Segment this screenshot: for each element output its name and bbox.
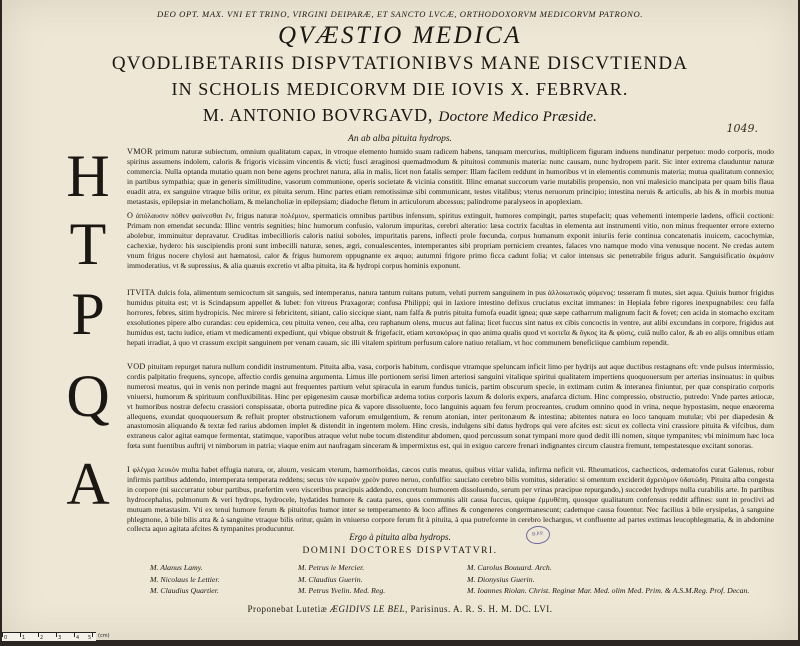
section-paragraph-2: [127, 211, 774, 281]
paragraph-text: ἀπόλαυσιν πόθεν φαίνεσθαι ἔν, frigus naturæ πολέμιον, spermaticis omnibus partibus infensum, spiritus extinguit, humores compingit, partes stupefacit; quas vehementi intemperie lædens, officii coctioni: Primam non emendat secunda: Illinc ventris segnities; hinc humorum confusio, valorum impuritas, cerebri alteratio: læsa coctrix facultas in elementa aut instrumenti vitio, non minus frequenter errore externo abolebur, imminuitur depravatur. Cruditas imbecillioris caloris natiui soboles, impuritatis parens, inflecti prole fœcunda, corpus humanum exponit iniuriis ferie continua concatenatis inuicem, cacochymiæ, cachexiæ, hydero: his suscipiendis proni sunt imbecilli naturæ, senes, ægri, conualescentes, intemperantes sibi propriam perniciem creantes, falaces vno namque modo vina venusque nocent. Ne credas autem vnum frigus nocere chylosi aut hæmatosi, calor & frigus humorem oppugnante ex æquo; autumni frigore primo ficca cadunt folia; vt calor intensus sic penetrabile frigus adurit. Sanguisificatio ἀκμάσιν immoderatius, vt & supressius, & alia quæuis excretio vt alba pituita, ita & hydropi corpus hominis exponunt.: [127, 211, 774, 270]
ruler-label: 3: [58, 635, 62, 641]
doctors-column-1: [150, 562, 220, 597]
side-letter-t: T: [69, 211, 107, 277]
paragraph-text: primum naturæ subiectum, omnium qualitatum capax, in vtroque elemento humido suam radicem habens, tanquam mercurius, multiplicem figuram induens nundinatur perpetuo: modo corporis, modo spiritus assumens indolem, caloris & frigoris vicissim vincentis & victi; fusci æraginosi quemadmodum & pituitosi communis materia: nunc causam, nunc hydropem parit. Sic inter extrema clauduntur naturæ commercia. Nulla optanda mutatio quam non bene agens prochret natura, alia in malis, licet non fatalis semper: Illam facilem reddunt in humoribus vt in elementis communis materia; mutua qualitatum connexio; in partibus sympathia; quæ in generis similitudine, vasorum communione, operis societate & vicinia constitit. Illinc emanat succorum varie mutabilis propensio, non vni malesicio mancipata per quam bilis flaua euadit atra, ex sanguine vtraque bilis oritur, ex pituita serum. Hinc partes etiam remotissimæ sibi communicant, testes vitalibus; vterus neruorum principio; intestina neruis & articulis, ab his & in morbis mutua metastasis, epilepsiæ in melancholiam, & melancholiæ in epilepsiam; diadoche fletum in articulorum abcessus; palindrome paralyseos in apoplexiam.: [127, 147, 774, 206]
paragraph-lead-word: O: [127, 211, 134, 220]
imprint-prefix: Proponebat Lutetiæ: [247, 604, 328, 614]
title-line-1: QVÆSTIO MEDICA: [277, 22, 522, 49]
paragraph-text: dulcis fola, alimentum semicoctum sit sanguis, sed intemperatus, natura tantum ruitans putum, veluti purrem sanguinem in pus ἀλλοιωτικός φύμενος: tesseram fi mutes, siet aqua. Quiuis humor frigidus humidus pituita est; vt is Scindapsum appellet & lubet: fon vitreus Praxagoræ; confusa Philippi; qui in laxiore intestino defixus cruciatus excitat immanes: in Hepiala febre rigores inexpugnabiles: ceu falfa horrores, febres, sitim hydropicis. Nec mirere si febricitent, sitiant, calio siccique siant, nam falfa & putris pituita fumofa euadit ignea; quæ sæpe catharrum malignum facit & fovet; cen acida in stomacho excitam exsolutiones pipere albo curandas: ceu epidemica, ceu pituita veneo, ceu alba, ceu raphanum olens, mucus aut falina; licet fuccus sint natus ex cibis concoctis in ventre, aut alibi excundans in corpore, frigidus aut humidus est, tactu iudice, etiam vt medicamenti expediunt, qui vbique obstruit & frigefacit, etiam κατακόρως in quo anima qualis quod vt κοιτεῖα & ὄγκος ita & φύσις, cuiâ nullo calor, & ab eo alijs omnibus etiam hepati irradiat, à quo vt crassum excipit sanguinem per venam cauam, sic illi vitalem spiritum perfusum calore natiuo retaliam, vt hoc communem beneficiique cambium rependit.: [127, 288, 775, 347]
imprint-line: [2, 604, 798, 614]
paragraph-lead-word: VMOR: [127, 147, 153, 156]
paragraph-text: pituitam repurget natura nullum condidit instrumentum. Pituita alba, vasa, corporis habitum, cordisque vtramque speluncam inficit limo per hydrijs aut aque ductibus restagnans eft: vnde pulsus intermissio, cordis palpitatio frequens, syncope, affectio cordis genuina argumenta. Limus ille portionem serisi limen arteriosi sanguini vitalique spiritui qualitatem impertiens quoquouersum per arterias insinuatus: in quibus numerosi meatus, qui in venis non perinde magni aut frequentes partium velut spiracula in earum fundus tunicis, partim obscurum specie, in extimam cutim & interanea finiuntur, per quæ conspiratio corporis vniuersi, humorum & spirituum confluxibilitas. Hinc per epigenesim causæ morbificæ ædema totius corporis laxum & doloris expers, anafarca dictum. Hinc compressio, obstructio, putredo: Vnde partes ætiocæ, vt humoribus nostræ defectu crassiori conspissatæ, oborta putredine pica & vapore dissoluente, loco languinis aquam feu ferum procreantes, crudum omnino quod in vrina, neque hypostasim, neque enæorema allequens, exundat quoquouersum & refluit propter obstructionem vaforum emulgentium, & renum atonian, inter peritonæum & intestina; abitentes natura eo loco tanquam mutulæ; vbi per diapedesin & anastomosin aliquando & textæ fed rarius abdomen implet & distendit in ingentem molem. Hinc cresis, indulgens sibi datus hydrops qui vere afcites est: sicut ex collecta vini crassiore pituita & vifcibus, dum extraneus calor agitat eamque fermentat, statimque, vaporibus atraque velut nube tocum distenditur abdomen, quod percussum sonat tympani more quod dedit illi nomen, sitque tympanites; vbi minimum hæc loca fœta sunt fuentibus auftrij vt nimborum in patria; viaque enim aut naufragam sinceram & impermixtus est, qui in exiguo carcere frenari indignantes circum claustra fremunt, tempestatesque excitant sonoras.: [127, 362, 775, 451]
section-paragraph-5: [127, 465, 774, 534]
side-letter-a: A: [66, 451, 110, 517]
ruler-unit: (cm): [98, 633, 110, 639]
doctors-column-3: [467, 562, 749, 597]
ruler-tick: [74, 633, 75, 637]
side-letter-q: Q: [66, 363, 110, 429]
doctors-heading: DOMINI DOCTORES DISPVTATVRI.: [302, 546, 498, 556]
title-line-2: QVODLIBETARIIS DISPVTATIONIBVS MANE DISCVTIENDA: [111, 53, 689, 74]
doctor-name: M. Carolus Bouuard. Arch.: [467, 563, 552, 572]
ruler-tick: [20, 633, 21, 637]
praeses-title: Doctore Medico Præside.: [438, 109, 598, 125]
doctor-name: M. Claudius Quartier.: [150, 586, 219, 595]
ruler-tick: [2, 633, 3, 637]
library-stamp: B.P.P.: [525, 525, 551, 545]
section-paragraph-4: [127, 362, 774, 462]
document-page: [2, 0, 798, 640]
doctor-name: M. Petrus Yvelin. Med. Reg.: [298, 586, 386, 595]
printer-name: ÆGIDIVS LE BEL,: [330, 604, 408, 614]
doctor-name: M. Nicolaus le Lettier.: [150, 574, 220, 584]
paragraph-lead-word: ITVITA: [127, 288, 156, 297]
imprint-date: Parisinus. A. R. S. H. M. DC. LVI.: [410, 604, 553, 614]
dedication-line: DEO OPT. MAX. VNI ET TRINO, VIRGINI DEIPARÆ, ET SANCTO LVCÆ, ORTHODOXORVM MEDICORVM PATRONO.: [156, 9, 644, 19]
title-line-3: IN SCHOLIS MEDICORVM DIE IOVIS X. FEBRVAR.: [171, 79, 629, 99]
doctor-name: M. Dionysius Guerin.: [467, 574, 535, 584]
section-paragraph-3: [127, 288, 774, 358]
ruler-tick: [56, 633, 57, 637]
ruler-tick: [92, 633, 93, 637]
praeses-name: M. ANTONIO BOVRGAVD,: [202, 105, 434, 125]
paragraph-lead-word: VOD: [127, 362, 146, 371]
paragraph-text: φλέγμα λευκὸν multa habet effugia natura, or, aluum, vesicam vterum, hæmorrhoidas, cæcos cutis meatus, quibus vitiar valida, infirma neficit vti. Rheumaticos, cachecticos, œdematofos curat Galenus, robur infirmis partibus addendo, intemperata temperata reddens; secus τὸν κεραὸν χρεὸν pureo neruo, confulfio: sauciato cerebro bilis vomitus, sideratio: si omentum exciderit ἀχρειόμον ὑδατώδη. Pituita alba congesta in corpore (ni succurratur tobur partibus, præfertim vero visceribus præcipuis addendo, concretum humorem dissoluendo, serum per vrinas præcipue repurgando,) succedet hydrops nulla curabilis arte. In partibus hydrocephalus, pulmonum & veri hydrops, hydrocele, hydatides humore & cauta pares, quos communis alit causa fuccus, quique ἐμμυθέπη, quosque qualitatum confensus reddit affines: sunt in proclivi ad mutuam metastasim. Vti ex tenui humore ferum & pituitofus humor inter se temperamento & loco affines & congeneres congermanescunt; cademque causa fouentur. Nec facilius à bile erysipelas, à sanguine phlegmone, à bile bilis atra & à sanguine vtraque bilis oritur, quàm in vniuerso corpore ferum fit à pituita, à qua putrefcente in cerebro lechargus, vt confluente ad partes extimas leucophlegmatia, & in abdomine collecta aquo agitata afcites & tympanites producuntur.: [127, 465, 774, 534]
ruler-label: 4: [76, 635, 80, 641]
doctor-name: M. Petrus le Mercier.: [298, 563, 365, 572]
doctor-name: M. Claudius Guerin.: [298, 574, 363, 584]
scale-ruler: [2, 632, 96, 641]
ruler-label: 2: [40, 635, 44, 641]
handwritten-number: 1049.: [726, 122, 758, 135]
paragraph-lead-word: I: [127, 465, 131, 474]
ruler-tick: [38, 633, 39, 637]
doctor-name: M. Alanus Lamy.: [150, 563, 203, 572]
ruler-label: 5: [88, 635, 92, 641]
doctors-column-2: [298, 562, 385, 597]
section-paragraph-1: [127, 147, 774, 207]
question-line: An ab alba pituita hydrops.: [348, 134, 452, 144]
ruler-label: 1: [22, 635, 26, 641]
side-letter-p: P: [71, 281, 105, 347]
doctor-name: M. Ioannes Riolan. Christ. Reginæ Mar. Med. olim Med. Prim. & A.S.M.Reg. Prof. Decan.: [467, 586, 750, 595]
conclusion-line: Ergo à pituita alba hydrops.: [349, 532, 451, 542]
ruler-label: 0: [4, 635, 8, 641]
title-line-4: [2, 105, 798, 126]
side-letter-h: H: [66, 143, 110, 209]
